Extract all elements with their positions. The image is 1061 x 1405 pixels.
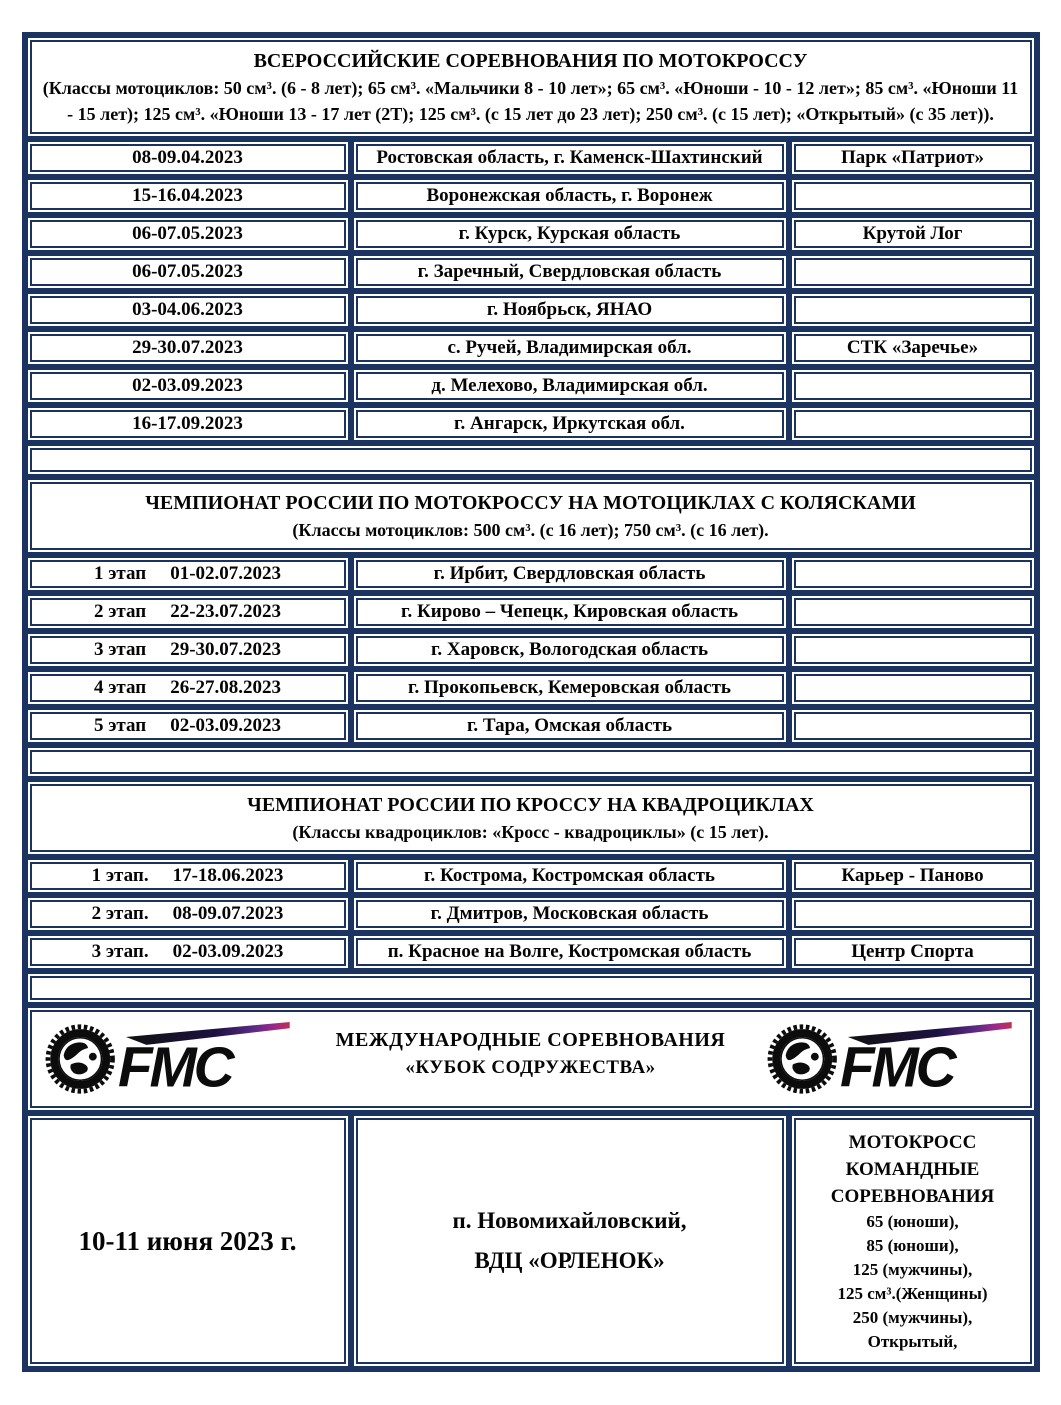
location-cell: г. Харовск, Вологодская область [356, 636, 784, 664]
table-row [30, 334, 1032, 362]
date-cell: 02-03.09.2023 [30, 372, 346, 400]
schedule-table [22, 32, 1040, 1372]
program-title-line3: СОРЕВНОВАНИЯ [830, 1185, 995, 1207]
stage-date: 02-03.09.2023 [170, 715, 282, 736]
stage-label: 3 этап. [91, 941, 149, 962]
location-cell: г. Кирово – Чепецк, Кировская область [356, 598, 784, 626]
table-row [30, 862, 1032, 890]
venue-cell [794, 674, 1032, 702]
venue-cell: Крутой Лог [794, 220, 1032, 248]
section-motocross-header [30, 40, 1032, 134]
stage-label: 4 этап [93, 677, 147, 698]
stage-date: 29-30.07.2023 [170, 639, 282, 660]
location-cell: г. Ангарск, Иркутская обл. [356, 410, 784, 438]
table-row [30, 144, 1032, 172]
section-quads-header [30, 784, 1032, 852]
stage-date: 26-27.08.2023 [170, 677, 282, 698]
location-cell: г. Ноябрьск, ЯНАО [356, 296, 784, 324]
stage-date-cell [30, 636, 346, 664]
stage-date: 01-02.07.2023 [170, 563, 282, 584]
venue-cell: Карьер - Паново [794, 862, 1032, 890]
venue-cell [794, 636, 1032, 664]
spacer-row [30, 750, 1032, 774]
date-cell: 15-16.04.2023 [30, 182, 346, 210]
table-row [30, 598, 1032, 626]
final-location-line1: п. Новомихайловский, [452, 1208, 687, 1233]
location-cell: с. Ручей, Владимирская обл. [356, 334, 784, 362]
location-cell: Ростовская область, г. Каменск-Шахтинский [356, 144, 784, 172]
venue-cell [794, 560, 1032, 588]
final-location-line2: ВДЦ «ОРЛЕНОК» [474, 1248, 665, 1273]
table-row [30, 182, 1032, 210]
stage-date-cell [30, 598, 346, 626]
table-row [30, 372, 1032, 400]
program-class: 125 см³.(Женщины) [837, 1283, 988, 1303]
spacer-row [30, 448, 1032, 472]
table-row [30, 296, 1032, 324]
stage-date-cell [30, 674, 346, 702]
fmc-logo-left-icon [44, 1019, 296, 1099]
fmc-logo-right-icon [766, 1019, 1018, 1099]
date-cell: 08-09.04.2023 [30, 144, 346, 172]
stage-date-cell [30, 712, 346, 740]
venue-cell: Центр Спорта [794, 938, 1032, 966]
globe-tire-icon [769, 1027, 834, 1092]
location-cell: Воронежская область, г. Воронеж [356, 182, 784, 210]
venue-cell [794, 598, 1032, 626]
stage-label: 2 этап. [91, 903, 149, 924]
location-cell: г. Заречный, Свердловская область [356, 258, 784, 286]
location-cell: п. Красное на Волге, Костромская область [356, 938, 784, 966]
location-cell: г. Дмитров, Московская область [356, 900, 784, 928]
date-cell: 16-17.09.2023 [30, 410, 346, 438]
program-class: 85 (юноши), [866, 1235, 959, 1255]
location-cell: д. Мелехово, Владимирская обл. [356, 372, 784, 400]
venue-cell [794, 712, 1032, 740]
table-row [30, 636, 1032, 664]
location-cell: г. Кострома, Костромская область [356, 862, 784, 890]
stage-label: 2 этап [93, 601, 147, 622]
table-row [30, 220, 1032, 248]
final-date-cell: 10-11 июня 2023 г. [30, 1118, 346, 1364]
table-row [30, 560, 1032, 588]
international-banner [30, 1010, 1032, 1108]
location-cell: г. Тара, Омская область [356, 712, 784, 740]
stage-date-cell [30, 938, 346, 966]
table-row [30, 900, 1032, 928]
stage-date-cell [30, 900, 346, 928]
program-class: 65 (юноши), [866, 1211, 959, 1231]
table-row [30, 674, 1032, 702]
date-cell: 06-07.05.2023 [30, 220, 346, 248]
final-event-row [30, 1118, 1032, 1364]
section-sidecars-subtitle: (Классы мотоциклов: 500 см³. (с 16 лет); 750 см³. (с 16 лет). [292, 520, 769, 540]
venue-cell: СТК «Заречье» [794, 334, 1032, 362]
section-motocross-subtitle: (Классы мотоциклов: 50 см³. (6 - 8 лет); 65 см³. «Мальчики 8 - 10 лет»; 65 см³. «Юноши - 10 - 12 лет»; 85 см³. «Юноши 11 - 15 лет); 125 см³. «Юноши 13 - 17 лет (2Т); 125 см³. (с 15 лет до 23 лет); 250 см³. (с 15 лет); «Открытый» (с 35 лет)). [42, 78, 1019, 124]
final-location-cell [356, 1118, 784, 1364]
stage-label: 5 этап [93, 715, 147, 736]
section-quads-subtitle: (Классы квадроциклов: «Кросс - квадроциклы» (с 15 лет). [292, 822, 769, 842]
table-row [30, 410, 1032, 438]
banner-line1: МЕЖДУНАРОДНЫЕ СОРЕВНОВАНИЯ [335, 1029, 726, 1051]
venue-cell [794, 372, 1032, 400]
stage-date: 22-23.07.2023 [170, 601, 282, 622]
stage-date: 17-18.06.2023 [172, 865, 284, 886]
stage-date-cell [30, 862, 346, 890]
program-title-line2: КОМАНДНЫЕ [845, 1158, 980, 1180]
venue-cell [794, 182, 1032, 210]
venue-cell [794, 258, 1032, 286]
program-class: 125 (мужчины), [852, 1259, 973, 1279]
table-row [30, 938, 1032, 966]
section-sidecars-header [30, 482, 1032, 550]
stage-date: 02-03.09.2023 [172, 941, 284, 962]
venue-cell: Парк «Патриот» [794, 144, 1032, 172]
stage-date-cell [30, 560, 346, 588]
program-title-line1: МОТОКРОСС [848, 1131, 977, 1153]
table-row [30, 712, 1032, 740]
stage-label: 1 этап [93, 563, 147, 584]
location-cell: г. Прокопьевск, Кемеровская область [356, 674, 784, 702]
banner-text [302, 1016, 760, 1081]
program-class: 250 (мужчины), [852, 1307, 973, 1327]
location-cell: г. Курск, Курская область [356, 220, 784, 248]
stage-date: 08-09.07.2023 [172, 903, 284, 924]
banner-line2: «КУБОК СОДРУЖЕСТВА» [405, 1057, 656, 1078]
location-cell: г. Ирбит, Свердловская область [356, 560, 784, 588]
section-motocross-title: ВСЕРОССИЙСКИЕ СОРЕВНОВАНИЯ ПО МОТОКРОССУ [253, 50, 808, 72]
fmc-logo-text: FMC [839, 1036, 953, 1099]
section-sidecars-title: ЧЕМПИОНАТ РОССИИ ПО МОТОКРОССУ НА МОТОЦИКЛАХ С КОЛЯСКАМИ [145, 492, 916, 514]
table-row [30, 258, 1032, 286]
program-class: Открытый, [867, 1331, 958, 1351]
venue-cell [794, 410, 1032, 438]
date-cell: 29-30.07.2023 [30, 334, 346, 362]
fmc-logo-text: FMC [117, 1036, 231, 1099]
date-cell: 03-04.06.2023 [30, 296, 346, 324]
venue-cell [794, 296, 1032, 324]
globe-tire-icon [47, 1027, 112, 1092]
stage-label: 1 этап. [91, 865, 149, 886]
section-quads-title: ЧЕМПИОНАТ РОССИИ ПО КРОССУ НА КВАДРОЦИКЛАХ [247, 794, 814, 816]
spacer-row [30, 976, 1032, 1000]
venue-cell [794, 900, 1032, 928]
final-program-cell [794, 1118, 1032, 1364]
stage-label: 3 этап [93, 639, 147, 660]
date-cell: 06-07.05.2023 [30, 258, 346, 286]
